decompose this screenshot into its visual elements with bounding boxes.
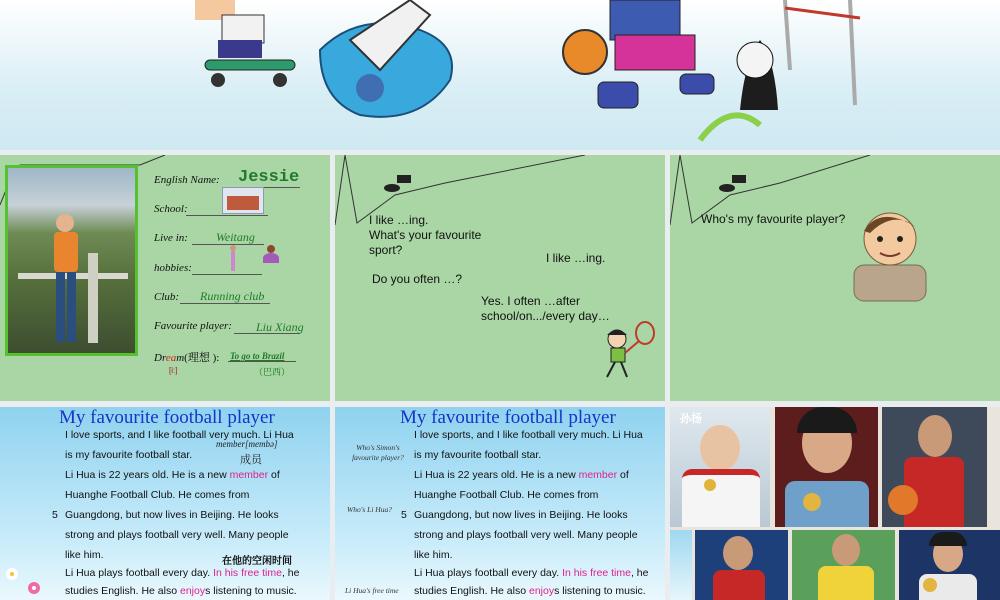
runner-icon: [228, 245, 238, 275]
question-text: Who's my favourite player?: [701, 212, 846, 226]
profile-photo: [5, 165, 138, 356]
reading-line-5: Guangdong, but now lives in Beijing. He looks: [65, 509, 279, 521]
player-value: Liu Xiang: [256, 320, 304, 334]
athlete-photo-swimmer: [670, 407, 770, 527]
dialogue-line-4: I like …ing.: [546, 251, 606, 265]
club-label: Club:: [154, 291, 180, 303]
reading-line-9: studies English. He also enjoys listening to music.: [414, 585, 646, 597]
reading-line-7: like him.: [65, 549, 104, 561]
dialogue-line-6: Yes. I often …after: [481, 294, 580, 308]
sky-strip: [670, 530, 692, 600]
club-value: Running club: [200, 289, 265, 303]
reading-line-4: Huanghe Football Club. He comes from: [65, 489, 250, 501]
dream-value: To go to Brazil: [230, 351, 285, 361]
dialogue-line-5: Do you often …?: [372, 272, 463, 286]
arrow-line-decoration: [670, 155, 1000, 401]
live-value: Weitang: [216, 230, 255, 244]
tennis-boy-icon: [597, 321, 665, 381]
basketball-player-figure: [563, 0, 778, 140]
dialogue-line-2: What's your favourite: [369, 228, 482, 242]
cartoon-banner: [0, 0, 1000, 150]
athlete-photo-diver: [775, 407, 878, 527]
question-who-simon-favourite: Who's Simon's favourite player?: [352, 443, 404, 462]
slide-reading-questions[interactable]: [335, 407, 665, 600]
slide-question[interactable]: [670, 155, 1000, 401]
school-label: School:: [154, 203, 188, 215]
dream-phonetic: [i:]: [169, 366, 178, 375]
person-photo-illustration: [8, 168, 135, 353]
name-label: English Name:: [154, 174, 220, 186]
player-label: Favourite player:: [154, 320, 232, 332]
school-building-icon: [222, 187, 264, 214]
live-label: Live in:: [154, 232, 188, 244]
dialogue-line-1: I like …ing.: [369, 213, 429, 227]
reading-line-number: 5: [401, 509, 407, 521]
brazil-note: （巴西）: [254, 367, 291, 377]
reading-line-6: strong and plays football very well. Many people: [65, 529, 289, 541]
reading-line-4: Huanghe Football Club. He comes from: [414, 489, 599, 501]
member-phonetic-note: member[membə]: [216, 439, 278, 449]
slide-reading[interactable]: [0, 407, 330, 600]
name-value: Jessie: [238, 168, 300, 187]
reading-line-3: Li Hua is 22 years old. He is a new member of: [414, 469, 629, 481]
athlete-photo-medalist: [899, 530, 1000, 600]
dancer-icon: [262, 245, 280, 273]
reading-line-7: like him.: [414, 549, 453, 561]
reading-title: My favourite football player: [59, 407, 275, 428]
dialogue-line-7: school/on.../every day…: [481, 309, 610, 323]
swimmer-splash: [320, 0, 452, 117]
reading-line-8: Li Hua plays football every day. In his free time, he: [65, 567, 300, 579]
reading-line-6: strong and plays football very well. Many people: [414, 529, 638, 541]
high-jump-bar: [785, 0, 860, 105]
slide-athlete-collage[interactable]: [670, 407, 1000, 600]
member-chinese-note: 成员: [240, 454, 262, 466]
skateboarder-figure: [195, 0, 295, 87]
dream-label: Dream(理想 ):: [154, 352, 220, 364]
slide-profile[interactable]: [0, 155, 330, 401]
question-who-li-hua: Who's Li Hua?: [347, 505, 392, 514]
thinking-boy-icon: [850, 205, 930, 305]
reading-line-1: I love sports, and I like football very much. Li Hua: [414, 429, 643, 441]
dialogue-line-3: sport?: [369, 243, 403, 257]
reading-line-1: I love sports, and I like football very much. Li Hua: [65, 429, 294, 441]
slide-dialogue[interactable]: [335, 155, 665, 401]
hobbies-label: hobbies:: [154, 262, 192, 274]
reading-line-5: Guangdong, but now lives in Beijing. He looks: [414, 509, 628, 521]
reading-title: My favourite football player: [400, 407, 616, 428]
question-free-time: Li Hua's free time: [345, 586, 399, 595]
reading-line-9: studies English. He also enjoys listening to music.: [65, 585, 297, 597]
athlete-photo-badminton: [792, 530, 895, 600]
free-time-chinese-note: 在他的空闲时间: [222, 556, 292, 567]
athlete-caption: 孙杨: [680, 413, 702, 425]
reading-line-3: Li Hua is 22 years old. He is a new member of: [65, 469, 280, 481]
reading-line-2: is my favourite football star.: [414, 449, 542, 461]
reading-line-8: Li Hua plays football every day. In his free time, he: [414, 567, 649, 579]
sports-cartoon-illustration: [0, 0, 1000, 150]
reading-line-number: 5: [52, 509, 58, 521]
athlete-photo-table-tennis: [695, 530, 788, 600]
flower-decoration: [0, 560, 60, 600]
athlete-photo-basketball: [882, 407, 987, 527]
reading-line-2: is my favourite football star.: [65, 449, 193, 461]
